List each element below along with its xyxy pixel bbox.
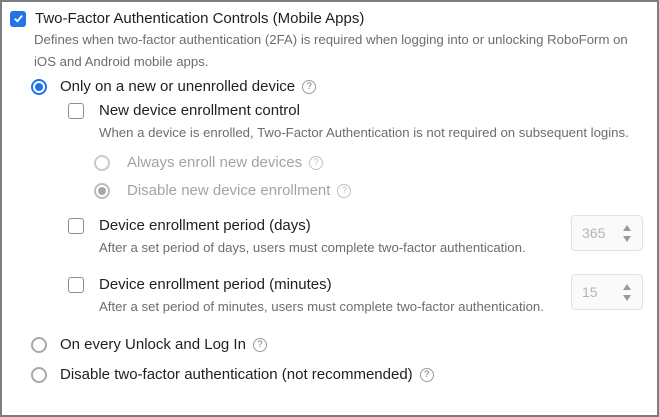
help-icon[interactable]: ? (253, 338, 267, 352)
spinner-buttons (623, 284, 631, 301)
new-or-unenrolled-radio[interactable] (31, 79, 47, 95)
period-days-label[interactable]: Device enrollment period (days) (99, 217, 311, 234)
two-factor-controls-checkbox[interactable] (10, 11, 26, 27)
radio-row-always-enroll (94, 154, 643, 171)
period-days-field (10, 217, 643, 259)
arrow-up-icon (623, 284, 631, 290)
period-minutes-description: After a set period of minutes, users must complete two-factor authentication. (99, 299, 544, 314)
period-days-input[interactable] (572, 225, 616, 241)
radio-row-every-unlock (31, 336, 643, 353)
help-icon[interactable]: ? (309, 156, 323, 170)
arrow-down-icon (623, 295, 631, 301)
period-minutes-input[interactable] (572, 284, 616, 300)
radio-row-disable-2fa (31, 366, 643, 383)
period-days-description: After a set period of days, users must complete two-factor authentication. (99, 240, 526, 255)
disable-2fa-radio[interactable] (31, 367, 47, 383)
period-minutes-checkbox[interactable] (68, 277, 84, 293)
spinner-buttons (623, 225, 631, 242)
enrollment-control-label[interactable]: New device enrollment control (99, 102, 300, 119)
always-enroll-label[interactable]: Always enroll new devices (127, 154, 303, 171)
period-days-spinbox (571, 215, 643, 251)
radio-row-new-or-unenrolled (31, 78, 643, 95)
checkbox-row-enrollment-control (68, 102, 643, 119)
period-minutes-label[interactable]: Device enrollment period (minutes) (99, 276, 332, 293)
disable-enrollment-radio[interactable] (94, 183, 110, 199)
always-enroll-radio[interactable] (94, 155, 110, 171)
spin-down-button[interactable] (623, 295, 631, 301)
spin-up-button[interactable] (623, 284, 631, 290)
period-minutes-field (10, 276, 643, 318)
enrollment-control-checkbox[interactable] (68, 103, 84, 119)
checkbox-row-period-days (68, 217, 643, 234)
disable-enrollment-label[interactable]: Disable new device enrollment (127, 182, 331, 199)
every-unlock-radio[interactable] (31, 337, 47, 353)
panel-description: Defines when two-factor authentication (2FA) is required when logging into or unlocking RoboForm on iOS and Android mobile apps. (34, 32, 628, 69)
help-icon[interactable]: ? (302, 80, 316, 94)
enrollment-control-description: When a device is enrolled, Two-Factor Authentication is not required on subsequent logins. (99, 125, 629, 140)
spin-up-button[interactable] (623, 225, 631, 231)
period-days-checkbox[interactable] (68, 218, 84, 234)
every-unlock-label[interactable]: On every Unlock and Log In (60, 336, 246, 353)
checkbox-row-period-minutes (68, 276, 643, 293)
arrow-up-icon (623, 225, 631, 231)
title-row (10, 10, 643, 27)
spin-down-button[interactable] (623, 236, 631, 242)
period-minutes-spinbox (571, 274, 643, 310)
help-icon[interactable]: ? (420, 368, 434, 382)
help-icon[interactable]: ? (337, 184, 351, 198)
panel-title[interactable]: Two-Factor Authentication Controls (Mobile Apps) (35, 10, 365, 27)
new-or-unenrolled-label[interactable]: Only on a new or unenrolled device (60, 78, 296, 95)
radio-row-disable-enrollment (94, 182, 643, 199)
disable-2fa-label[interactable]: Disable two-factor authentication (not recommended) (60, 366, 413, 383)
arrow-down-icon (623, 236, 631, 242)
checkmark-icon (13, 13, 24, 24)
